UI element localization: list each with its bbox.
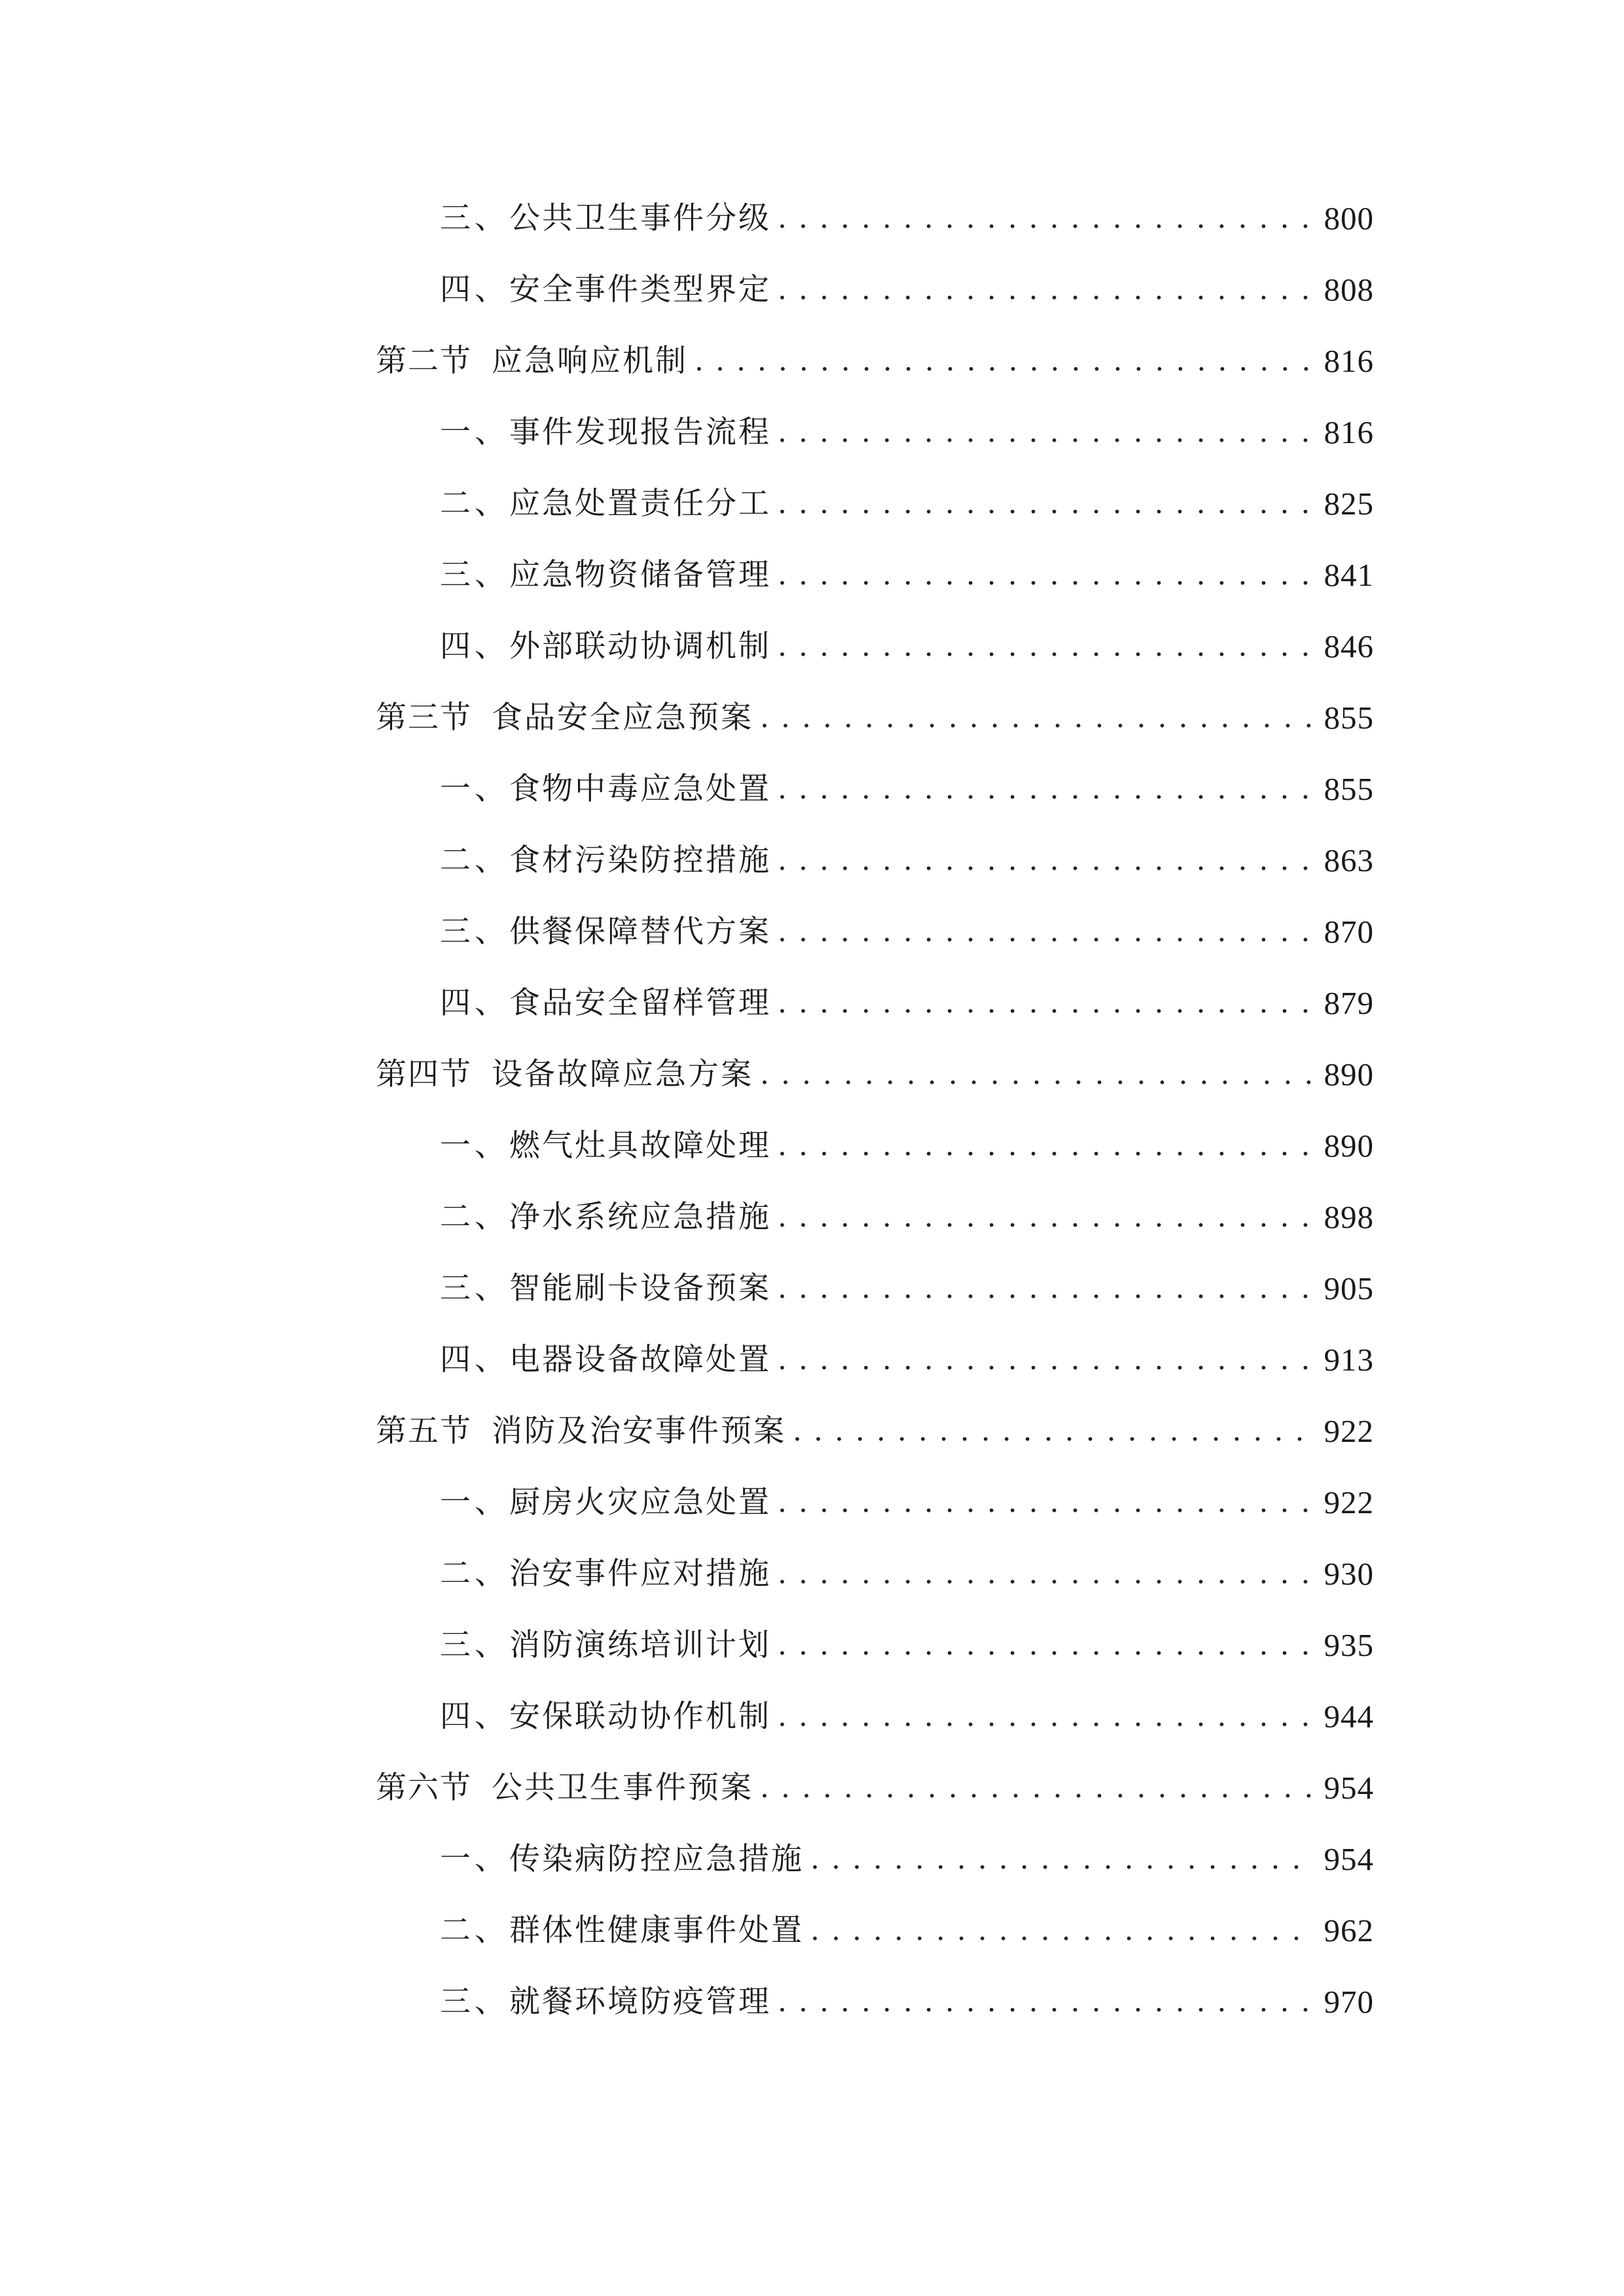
entry-title: 安全事件类型界定 bbox=[509, 272, 771, 308]
dot-leader bbox=[778, 476, 1312, 531]
page-number: 922 bbox=[1324, 1413, 1374, 1449]
entry-title: 供餐保障替代方案 bbox=[509, 914, 771, 950]
dot-leader bbox=[760, 1761, 1312, 1816]
dot-leader bbox=[778, 1119, 1312, 1174]
entry-title: 智能刷卡设备预案 bbox=[509, 1270, 771, 1306]
entry-number: 第六节 bbox=[376, 1770, 472, 1806]
toc-entry[interactable] bbox=[0, 334, 1624, 389]
entry-number: 四、 bbox=[440, 628, 509, 664]
entry-title: 净水系统应急措施 bbox=[509, 1199, 771, 1235]
dot-leader bbox=[778, 1333, 1312, 1388]
entry-title: 消防演练培训计划 bbox=[509, 1627, 771, 1663]
entry-number: 第二节 bbox=[376, 343, 472, 379]
page-number: 890 bbox=[1324, 1128, 1374, 1164]
page-number: 816 bbox=[1324, 414, 1374, 450]
page-number: 846 bbox=[1324, 628, 1374, 664]
dot-leader bbox=[760, 1047, 1312, 1102]
entry-number: 三、 bbox=[440, 557, 509, 593]
page-number: 841 bbox=[1324, 557, 1374, 593]
entry-title: 设备故障应急方案 bbox=[492, 1056, 753, 1092]
dot-leader bbox=[778, 619, 1312, 674]
entry-number: 一、 bbox=[440, 414, 509, 450]
dot-leader bbox=[778, 905, 1312, 960]
dot-leader bbox=[778, 1261, 1312, 1316]
entry-number: 三、 bbox=[440, 200, 509, 236]
entry-number: 一、 bbox=[440, 771, 509, 807]
entry-title: 食材污染防控措施 bbox=[509, 842, 771, 878]
entry-number: 二、 bbox=[440, 1556, 509, 1592]
entry-title: 燃气灶具故障处理 bbox=[509, 1128, 771, 1164]
dot-leader bbox=[778, 976, 1312, 1031]
page-number: 970 bbox=[1324, 1984, 1374, 2020]
page-number: 870 bbox=[1324, 914, 1374, 950]
page-number: 816 bbox=[1324, 343, 1374, 379]
page-number: 954 bbox=[1324, 1841, 1374, 1877]
dot-leader bbox=[778, 405, 1312, 460]
toc-entry[interactable] bbox=[0, 405, 1624, 460]
entry-number: 第三节 bbox=[376, 700, 472, 736]
entry-title: 食品安全留样管理 bbox=[509, 985, 771, 1021]
page-number: 825 bbox=[1324, 486, 1374, 522]
entry-title: 群体性健康事件处置 bbox=[509, 1912, 804, 1948]
page-number: 898 bbox=[1324, 1199, 1374, 1235]
toc-entry[interactable] bbox=[0, 1404, 1624, 1459]
dot-leader bbox=[778, 1689, 1312, 1744]
page-number: 930 bbox=[1324, 1556, 1374, 1592]
dot-leader bbox=[760, 691, 1312, 745]
entry-title: 外部联动协调机制 bbox=[509, 628, 771, 664]
page-number: 954 bbox=[1324, 1770, 1374, 1806]
toc-entry[interactable] bbox=[0, 691, 1624, 745]
entry-number: 三、 bbox=[440, 914, 509, 950]
toc-entry[interactable] bbox=[0, 1689, 1624, 1744]
entry-title: 事件发现报告流程 bbox=[509, 414, 771, 450]
entry-number: 三、 bbox=[440, 1270, 509, 1306]
toc-entry[interactable] bbox=[0, 1119, 1624, 1174]
page-number: 855 bbox=[1324, 771, 1374, 807]
dot-leader bbox=[778, 1547, 1312, 1602]
entry-number: 第五节 bbox=[376, 1413, 472, 1449]
page-number: 944 bbox=[1324, 1698, 1374, 1734]
entry-title: 厨房火灾应急处置 bbox=[509, 1484, 771, 1520]
entry-title: 公共卫生事件预案 bbox=[492, 1770, 753, 1806]
dot-leader bbox=[778, 762, 1312, 817]
page-number: 935 bbox=[1324, 1627, 1374, 1663]
entry-title: 消防及治安事件预案 bbox=[492, 1413, 786, 1449]
entry-number: 四、 bbox=[440, 272, 509, 308]
entry-number: 二、 bbox=[440, 1912, 509, 1948]
page-number: 800 bbox=[1324, 200, 1374, 236]
toc-entry[interactable] bbox=[0, 1832, 1624, 1887]
page-number: 808 bbox=[1324, 272, 1374, 308]
toc-entry[interactable] bbox=[0, 1618, 1624, 1673]
dot-leader bbox=[810, 1832, 1312, 1887]
entry-title: 应急物资储备管理 bbox=[509, 557, 771, 593]
toc-entry[interactable] bbox=[0, 1903, 1624, 1958]
entry-number: 四、 bbox=[440, 1698, 509, 1734]
toc-entry[interactable] bbox=[0, 1975, 1624, 2030]
page-number: 905 bbox=[1324, 1270, 1374, 1306]
entry-number: 二、 bbox=[440, 1199, 509, 1235]
toc-entry[interactable] bbox=[0, 1547, 1624, 1602]
toc-entry[interactable] bbox=[0, 262, 1624, 317]
page-number: 855 bbox=[1324, 700, 1374, 736]
toc-entry[interactable] bbox=[0, 1047, 1624, 1102]
toc-entry[interactable] bbox=[0, 905, 1624, 960]
entry-number: 一、 bbox=[440, 1128, 509, 1164]
entry-title: 安保联动协作机制 bbox=[509, 1698, 771, 1734]
toc-entry[interactable] bbox=[0, 833, 1624, 888]
toc-entry[interactable] bbox=[0, 1333, 1624, 1388]
entry-number: 二、 bbox=[440, 842, 509, 878]
entry-number: 四、 bbox=[440, 985, 509, 1021]
dot-leader bbox=[778, 833, 1312, 888]
dot-leader bbox=[778, 1475, 1312, 1530]
toc-entry[interactable] bbox=[0, 476, 1624, 531]
toc-entry[interactable] bbox=[0, 1761, 1624, 1816]
entry-number: 一、 bbox=[440, 1841, 509, 1877]
page-number: 913 bbox=[1324, 1342, 1374, 1378]
toc-entry[interactable] bbox=[0, 762, 1624, 817]
entry-number: 一、 bbox=[440, 1484, 509, 1520]
entry-number: 二、 bbox=[440, 486, 509, 522]
dot-leader bbox=[778, 1975, 1312, 2030]
entry-number: 四、 bbox=[440, 1342, 509, 1378]
entry-title: 电器设备故障处置 bbox=[509, 1342, 771, 1378]
dot-leader bbox=[810, 1903, 1312, 1958]
entry-number: 三、 bbox=[440, 1984, 509, 2020]
dot-leader bbox=[793, 1404, 1312, 1459]
entry-title: 应急处置责任分工 bbox=[509, 486, 771, 522]
dot-leader bbox=[695, 334, 1312, 389]
dot-leader bbox=[778, 262, 1312, 317]
entry-title: 就餐环境防疫管理 bbox=[509, 1984, 771, 2020]
toc-entry[interactable] bbox=[0, 191, 1624, 246]
page-number: 922 bbox=[1324, 1484, 1374, 1520]
entry-title: 食物中毒应急处置 bbox=[509, 771, 771, 807]
entry-title: 传染病防控应急措施 bbox=[509, 1841, 804, 1877]
toc-entry[interactable] bbox=[0, 1475, 1624, 1530]
entry-title: 食品安全应急预案 bbox=[492, 700, 753, 736]
toc-entry[interactable] bbox=[0, 619, 1624, 674]
page-number: 879 bbox=[1324, 985, 1374, 1021]
entry-number: 第四节 bbox=[376, 1056, 472, 1092]
toc-entry[interactable] bbox=[0, 976, 1624, 1031]
toc-entry[interactable] bbox=[0, 1190, 1624, 1245]
toc-entry[interactable] bbox=[0, 1261, 1624, 1316]
dot-leader bbox=[778, 1190, 1312, 1245]
page-number: 890 bbox=[1324, 1056, 1374, 1092]
entry-title: 治安事件应对措施 bbox=[509, 1556, 771, 1592]
entry-title: 应急响应机制 bbox=[492, 343, 688, 379]
entry-title: 公共卫生事件分级 bbox=[509, 200, 771, 236]
dot-leader bbox=[778, 1618, 1312, 1673]
dot-leader bbox=[778, 191, 1312, 246]
toc-entry[interactable] bbox=[0, 548, 1624, 603]
page-number: 863 bbox=[1324, 842, 1374, 878]
page-number: 962 bbox=[1324, 1912, 1374, 1948]
entry-number: 三、 bbox=[440, 1627, 509, 1663]
dot-leader bbox=[778, 548, 1312, 603]
